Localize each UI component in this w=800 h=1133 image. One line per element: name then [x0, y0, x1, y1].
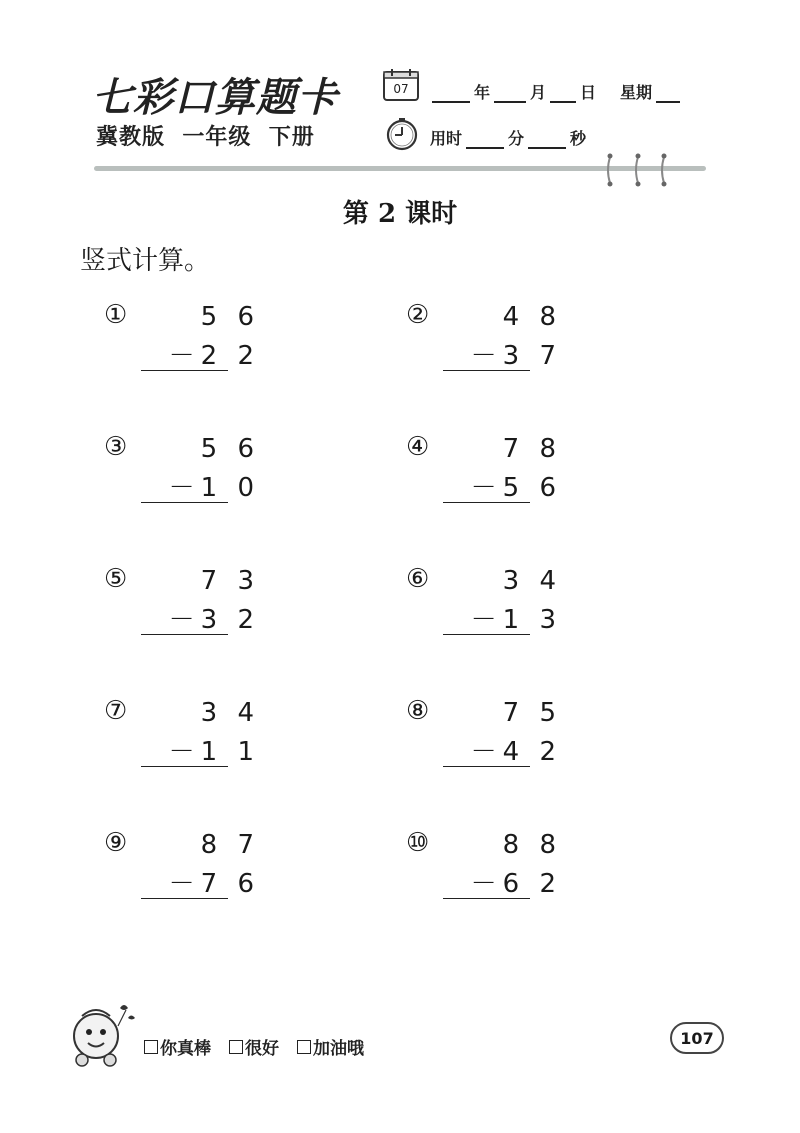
answer-line[interactable]	[141, 634, 228, 635]
answer-line[interactable]	[141, 766, 228, 767]
problem-number: ⑦	[104, 696, 128, 726]
answer-line[interactable]	[443, 898, 530, 899]
subtrahend: －3 2	[168, 605, 260, 635]
problem-8	[406, 696, 566, 782]
time-used-label: 用时	[430, 129, 463, 148]
seconds-label: 秒	[570, 129, 587, 148]
month-label: 月	[530, 83, 547, 102]
rating-option[interactable]	[144, 1034, 211, 1059]
problem-1	[104, 300, 264, 386]
minuend: 3 4	[200, 698, 260, 728]
answer-line[interactable]	[443, 370, 530, 371]
problem-number: ①	[104, 300, 128, 330]
volume: 下册	[268, 125, 315, 150]
checkbox[interactable]	[144, 1040, 158, 1054]
minutes-label: 分	[508, 129, 525, 148]
minuend: 5 6	[200, 302, 260, 332]
minuend: 7 3	[200, 566, 260, 596]
subtrahend: －1 0	[168, 473, 260, 503]
weekday-blank[interactable]	[656, 85, 680, 103]
problem-number: ⑤	[104, 564, 128, 594]
problem-number: ⑨	[104, 828, 128, 858]
minuend: 7 8	[502, 434, 562, 464]
month-blank[interactable]	[494, 85, 526, 103]
checkbox[interactable]	[297, 1040, 311, 1054]
brand-title: 七彩口算题卡	[92, 74, 338, 121]
answer-line[interactable]	[443, 766, 530, 767]
clock-icon	[383, 117, 421, 155]
minutes-blank[interactable]	[466, 131, 504, 149]
grade: 一年级	[182, 125, 252, 150]
answer-line[interactable]	[443, 634, 530, 635]
checkbox[interactable]	[229, 1040, 243, 1054]
problem-2	[406, 300, 566, 386]
subtrahend: －5 6	[470, 473, 562, 503]
binder-ring-icon	[604, 153, 674, 191]
edition: 冀教版	[96, 125, 166, 150]
weekday-label: 星期	[620, 83, 653, 102]
problem-number: ⑥	[406, 564, 430, 594]
problem-number: ⑧	[406, 696, 430, 726]
problem-number: ⑩	[406, 828, 430, 858]
year-label: 年	[474, 83, 491, 102]
date-fields	[428, 80, 684, 103]
minuend: 7 5	[502, 698, 562, 728]
minuend: 3 4	[502, 566, 562, 596]
subtrahend: －4 2	[470, 737, 562, 767]
minuend: 8 7	[200, 830, 260, 860]
problem-number: ②	[406, 300, 430, 330]
minuend: 4 8	[502, 302, 562, 332]
rating-label: 加油哦	[313, 1039, 364, 1059]
subtrahend: －1 1	[168, 737, 260, 767]
answer-line[interactable]	[443, 502, 530, 503]
page-number: 107	[670, 1022, 724, 1054]
rating-label: 很好	[245, 1039, 279, 1059]
problem-10	[406, 828, 566, 914]
rating-label: 你真棒	[160, 1039, 211, 1059]
problem-3	[104, 432, 264, 518]
problem-number: ③	[104, 432, 128, 462]
day-label: 日	[580, 83, 597, 102]
problem-9	[104, 828, 264, 914]
subtrahend: －3 7	[470, 341, 562, 371]
rating-option[interactable]	[229, 1034, 279, 1059]
minuend: 8 8	[502, 830, 562, 860]
problem-number: ④	[406, 432, 430, 462]
answer-line[interactable]	[141, 898, 228, 899]
minuend: 5 6	[200, 434, 260, 464]
subtrahend: －2 2	[168, 341, 260, 371]
problem-7	[104, 696, 264, 782]
problem-4	[406, 432, 566, 518]
calendar-day: 07	[393, 82, 409, 96]
mascot-icon	[64, 1000, 140, 1076]
calendar-icon	[382, 68, 420, 106]
edition-line	[96, 120, 315, 151]
subtrahend: －6 2	[470, 869, 562, 899]
instruction: 竖式计算。	[80, 246, 211, 276]
day-blank[interactable]	[550, 85, 576, 103]
answer-line[interactable]	[141, 370, 228, 371]
rating-option[interactable]	[297, 1034, 364, 1059]
seconds-blank[interactable]	[528, 131, 566, 149]
answer-line[interactable]	[141, 502, 228, 503]
problem-6	[406, 564, 566, 650]
lesson-title: 第 2 课时	[342, 199, 458, 229]
problem-5	[104, 564, 264, 650]
self-rating	[144, 1034, 364, 1059]
subtrahend: －1 3	[470, 605, 562, 635]
time-fields	[430, 126, 586, 149]
subtrahend: －7 6	[168, 869, 260, 899]
year-blank[interactable]	[432, 85, 470, 103]
